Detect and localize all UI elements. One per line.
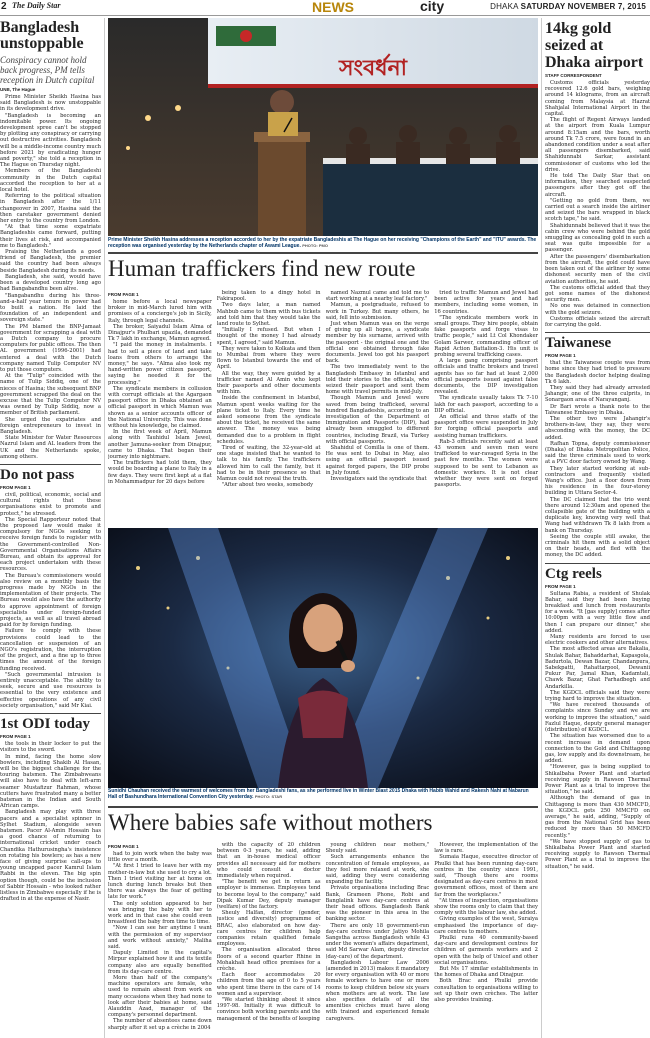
paragraph: "The syndicate members work in small groups. They hire people, obtain fake passports and forge visas to traffic people," said Lt Col Khondaker Golam Sarwer, commanding officer of Rapid Action Battalion-3. His unit is probing several trafficking cases. (434, 314, 538, 359)
paragraph: The traffickers had told them, they would be boarding a plane to Italy in a few days. They were first kept at a flat in Mohammadpur for 20 days before (108, 460, 212, 485)
paragraph: "After about two weeks, somebody (221, 482, 314, 489)
paragraph: At the "Tulip" coincided with the name of Tulip Siddiq, one of the nieces of Hasina; the subsequent BNP government scrapped the deal on the excuse that the Tulip Computer NV was owned by Tulip Siddiq, now a member of British parliament. (0, 373, 101, 417)
paragraph: A large gang comprising passport officials and traffic brokers and travel agents has so far had at least 2,000 official passports issued against false documents, the DIP investigation revealed. (434, 358, 538, 396)
paragraph: After the passengers' disembarkation from the aircraft, the gold could have been taken out of the airliner by some dishonest security men of the civil aviation authorities, he said. (545, 253, 650, 285)
paragraph: Customs officials seized the aircraft for carrying the gold. (545, 315, 650, 328)
paragraph: "At that time some expatriate Bangladeshis came forward, putting their lives at risk, and accompanied me to Bangladesh." (0, 224, 101, 249)
paragraph: home before a local newspaper broker in mid-March lured him with promises of a concierge's job in Sicily, Italy, through legal channels. (108, 299, 212, 324)
paragraph: State Minister for Water Resources Nazrul Islam and AL leaders from the UK and the Netherlands spoke, among others. (0, 435, 101, 460)
paragraph: However, the implementation of the law is rare. (434, 842, 538, 855)
paragraph: Bangladesh may play with three pacers and a specialist spinner in Sylhet Stadium, alongside seven batsmen. Pacer Al-Amin Hossain has a good chance of returning to international cricket under coach Chandika Hathurusingha's insistence on rotating his bowlers; as has a new face of giving surprise call-ups to young uncapped pacer Kamrul Islam Rabbi in the eleven. The big spin option though, could be the inclusion of Sabbir Hossain - who looked rather listless in Zimbabwe especially if he is drafted in at the expense of Nasir. (0, 809, 101, 903)
paragraph: named Nazmul came and told me to start working at a nearby leaf factory." (325, 290, 430, 303)
concert-photo-illustration (108, 528, 538, 788)
paragraph: Inside the confinement in Istanbul, Mamun spent weeks waiting for the plane ticket to Italy. Every time he asked someone from the syndicate about the ticket, he received the same answer. The money was being demanded due to a problem in flight schedules. (216, 395, 321, 445)
jump-label: FROM PAGE 1 (545, 353, 576, 359)
paragraph: Such arrangements enhance the concentration of female employees, as they feel more relaxed at work, she said, adding they were considering expanding the facility. (325, 854, 430, 886)
paragraph: Although the demand of gas in Chittagong is more than 430 MMCFD, the KGDCL gets 250 MMCFD on average," he said, adding, "Supply of gas from the National Grid has been reduced by more than 50 MMCFD recently." (545, 795, 650, 839)
paragraph: Just when Mamun was on the verge of giving up all hopes, a syndicate member by his surname, arrived with the passport - the original one and the official one obtained through fake documents. Jewel too got his passport back. (325, 321, 430, 365)
paragraph: Shahidunnabi believed that it was the cabin crew who were behind the gold smuggling as concealing gold in such a seat was quite impossible for a passenger. (545, 222, 650, 254)
paragraph: Phulki runs 40 community-based day-care and development centres for children of garments workers and 2 open with the help of Unicef and other social organisations. (434, 935, 538, 966)
concert-photo (108, 528, 538, 788)
page-number: 2 (1, 1, 7, 12)
article-body (0, 94, 101, 460)
caption-text: Prime Minister Sheikh Hasina addresses a reception accorded to her by the expatriate Bangladeshis at The Hague on her receiving "Champions of the Earth" and "ITU" awards. The reception was organised yesterday by the Netherlands chapter of Awami League. (108, 237, 537, 249)
paragraph: had to join work when the baby was little over a month. (108, 851, 212, 864)
story-body (108, 290, 538, 526)
jump-label: FROM PAGE 1 (545, 583, 576, 589)
paragraph: An official and three staffs of the passport office were suspended in July for forging official passports and assisting human traffickers. (434, 414, 538, 439)
byline: STAFF CORRESPONDENT (545, 73, 602, 78)
paragraph: They were taken to Kolkata and then to Mumbai from where they were flown to Istanbul towards the end of April. (216, 345, 321, 371)
reception-photo-illustration (108, 18, 538, 236)
paragraph: "Bangabandhu during his three-and-a-half year tenure in power had to built a nation. He laid the foundation of an independent and sovereign state." (0, 292, 101, 324)
dateline (490, 2, 646, 11)
paragraph: Bangladesh Labour Law 2006 (amended in 2013) makes it mandatory for every organisation with 40 or more female workers to have one or more rooms to keep children below six years when mothers are at work. The law also specifies details of all the amenities crèches must have along with trained and experienced female caregivers. (325, 959, 430, 1022)
paragraph: Tired of waiting, the 32-year-old at one stage insisted that he wanted to talk to his family. The traffickers allowed him to call the family, but it had to be in their presence so that Mamun could not reveal the truth. (216, 445, 321, 483)
story-headline[interactable]: Where babies safe without mothers (108, 806, 538, 835)
reception-photo (108, 18, 538, 236)
right-column (541, 18, 650, 1038)
paragraph: with the capacity of 20 children between 0-3 years, he said, adding that an in-house medical officer provides all necessary aid for mothers who could consult a doctor immediately when required. (216, 842, 321, 880)
paragraph: "Such governmental intrusion is entirely unacceptable. The ability to seek, secure and use resources is essential to the very existence and effective operations of any civil society organisation," said Mr Kiai. (0, 671, 101, 709)
paragraph: "Initially I refused. But when I thought of the money I had already spent, I agreed," said Mamun. (216, 327, 321, 346)
article-headline[interactable]: 14kg gold seized at Dhaka airport (545, 20, 644, 71)
jump-label: FROM PAGE 1 (108, 292, 139, 297)
paragraph: Dapuly Limited in the capital's Mirpur explained how it and its textile company also are equally benefited from its day-care centre. (108, 950, 212, 975)
paragraph: civil, political, economic, social and cultural rights that these organisations exist to promote and protect," he stressed. (0, 491, 101, 517)
paragraph: Failure to comply with these provisions could lead to the cancellation or suspension of an NGO's registration, the interruption of the project, and a fine up to three times the amount of the foreign funding received. (0, 628, 101, 672)
paragraph: Members of the Bangladeshi community in the Dutch capital accorded the reception to her at a local hotel. (0, 168, 101, 194)
paragraph: that the Taiwanese couple was from home since they had tried to pressure the Bangladesh doctor helping dealing Tk 6 lakh. (545, 360, 650, 385)
story-body (108, 842, 538, 1038)
paragraph: Dr Bari wrote a thank note to the Taiwanese Embassy in Dhaka. (545, 403, 650, 416)
story-column (217, 290, 321, 526)
paragraph: The PM blamed the BNP-Jamaat government for scrapping a deal with a Dutch company to procure computers for public offices. The then AL government (1996-2001) had entered a deal with the Dutch company named Tulip Computer NV to put those computers. (0, 323, 101, 373)
paragraph: Mamun, a postgraduate, refused to work in Turkey. But many others, he said, fell into submission. (325, 302, 430, 321)
paragraph: Giving examples of the west, Suraiya emphasised the importance of day-care centres to mothers. (434, 916, 538, 935)
paragraph: "We started thinking about it since 1997-98. Initially it was difficult to convince both working parents and the management of the benefits of keeping (216, 997, 321, 1022)
banner-text: সংবর্ধনা (338, 56, 408, 81)
jump-label: FROM PAGE 1 (108, 844, 139, 849)
paragraph: "We have stopped supply of gas to Shikalbaha Power Plant and started receiving supply to Rawson Thermal Power Plant as a trial to improve the situation," he said. (545, 838, 650, 870)
dateline-city: DHAKA (490, 2, 519, 11)
paragraph: Each floor accommodates 20 children from the age of 0 to 5 years who spent time there in the care of 14 women and a supervisor. (216, 972, 321, 997)
jump-headline[interactable]: 1st ODI today (0, 713, 101, 732)
paragraph: The KGDCL officials said they were trying hard to improve the situation. (545, 689, 650, 703)
section-label: NEWS (312, 0, 354, 15)
page-header (0, 0, 650, 16)
paragraph: the tools in their locker to put the visitors to the sword. (0, 741, 101, 754)
paragraph: No one was detained in connection with the gold seizure. (545, 303, 650, 316)
article-body (545, 80, 650, 328)
paragraph: They later started working at sub-contractors and frequently visited Wang's office. Just a floor down from his residence in the four-storey building in Uttara Sector-4. (545, 465, 650, 497)
paragraph: Sultana Rabia, a resident of Shulak Bahar, said they had been buying breakfast and lunch from restaurants for a week. "It [gas supply] comes after 10:00pm with a very little flow and then I can prepare our dinner," she added. (545, 590, 650, 634)
jump-headline[interactable]: Do not pass (0, 464, 101, 483)
paragraph: The Special Rapporteur noted that the proposed law would make it compulsory for NGOs seeking to receive foreign funds to register with the Government-controlled Non-Governmental Organisations Affairs Bureau, and obtain its approval for each project undertaken with these resources. (0, 516, 101, 573)
paragraph: The two immediately went to the Bangladesh Embassy in Istanbul and told their stories to the officials, who seized their passport and sent them home with travel permits in mid-July. (325, 364, 430, 396)
paragraph: Prime Minister Sheikh Hasina has said Bangladesh is now unstoppable in its development drive. (0, 94, 101, 113)
story-column (108, 842, 212, 1038)
paragraph: Rab-3 officials recently said at least 43 women and seven men were trafficked to war-ravaged Syria in the past few months. The women were supposed to be sent to Lebanon as domestic workers. It is not clear whether they were sent on forged passports. (434, 438, 538, 489)
paragraph: The organisation allocated three floors of a second quarter Rhine in Mohakhali head office premises for a crèche. (216, 947, 321, 973)
paragraph: young children near mothers," Sheuly said. (325, 842, 430, 855)
jump-body (0, 741, 101, 902)
paragraph: "Now I can see her anytime I want with the permission of my supervisor and work without anxiety," Maliha said. (108, 925, 212, 951)
paragraph: She urged the expatriates and foreign entrepreneurs to invest in Bangladesh. (0, 416, 101, 435)
paragraph: "Bangladesh is becoming an indomitable power. Its ongoing development spree can't be stopped by plotting any conspiracy or carrying out destructive activities. Bangladesh will be a middle-income country much before 2021 by eradicating hunger and poverty," she told a reception in The Hague on Thursday night. (0, 112, 101, 169)
byline: UNB, The Hague (0, 87, 36, 92)
jump-body (545, 360, 650, 559)
jump-headline[interactable]: Ctg reels (545, 563, 650, 582)
story-headline[interactable]: Human traffickers find new route (108, 252, 538, 281)
paragraph: Though Mamun and Jewel were saved from being trafficked, several hundred Bangladeshis, according to an investigation of the Department of Immigration and Passports (DIP), had already been smuggled to different countries, including Brazil, via Turkey with official passports. (325, 395, 430, 445)
paragraph: Private organisations including Brac Bank, Grameen Phone, Robi and Banglalink have day-care centres at their head offices. Bangladesh Bank was the pioneer in this area in the banking sector. (325, 885, 430, 923)
story-column (326, 842, 430, 1038)
paragraph: The situation has worsened due to a recent increase in demand upon connection to the Gold and Chittagong gas, low supply and its downstream, he added. (545, 733, 650, 765)
paragraph: In mind, facing the home slow bowlers, including Shakib Al Hasan, will be the biggest challenge for the touring batsmen. The Zimbabweans will also have to deal with left-arm seamer Mustafizur Rahman, whose cutters have frustrated many a better batsman in the Indian and South African camps. (0, 753, 101, 810)
left-column (0, 18, 105, 1038)
paragraph: Bangladesh, she said, would have been a developed country long ago had Bangabandhu been alive. (0, 273, 101, 293)
paragraph: All the way, they were guided by a trafficker named Al Amin who kept their passports and other documents with him. (216, 370, 321, 396)
paragraph: The DC claimed that the trio went there around 12:30am and opened the collapsible gate of the building with a duplicate key, knowing very well that Wang had withdrawn Tk 8 lakh from a bank on Thursday. (545, 496, 650, 534)
paragraph: The customs official added that they got some names of the dishonest security men. (545, 284, 650, 304)
photo-caption (108, 788, 538, 800)
paragraph: The broker, Saiyadul Islam Alma of Dinajpur's Phulbari upazila, demanded Tk 7 lakh in exchange, Mamun agreed. (108, 323, 212, 343)
paragraph: "I paid the money in instalments. I had to sell a piece of land and take loans from others to arrange the money," he says. "Alma also took my hand-written power citizen passport, saying he needed it for the processing." (108, 342, 212, 386)
story-column (326, 290, 430, 526)
paragraph: Sumaia Haque, executive director of Phulki that has been running day-care centres in the country since 1991, said, "Though there are rooms designated as day-care centres in most government offices, most of them are far from the workplaces." (434, 854, 538, 898)
paragraph: Seeing the couple still awake, the criminals hit them with a solid object on their heads, and fled with the money, the DC added. (545, 533, 650, 559)
article-headline[interactable]: Bangladesh unstoppable (0, 19, 84, 52)
paragraph: More than half of the company's machine operators are female, who used to remain absent from work on many occasions when they had none to look after their babies at home, said Alauddin Azad, manager of the company's personnel department. (108, 975, 212, 1019)
paragraph: In the first week of April, Mamun along with Tauhidul Islam Jewel, another Jamuna-seeker from Dinajpur, came to Dhaka. That began their journey into nightmare. (108, 429, 212, 461)
masthead: The Daily Star (12, 1, 61, 10)
paragraph: "At times of inspection, organisations show the rooms only to claim that they comply with the labour law, she added. (434, 897, 538, 917)
story-column (434, 290, 538, 526)
subsection-label: city (420, 0, 445, 14)
story-column (108, 290, 212, 526)
paragraph: Rafhan Topna, deputy commissioner (Dhaka) of Dhaka Metropolitan Police, said the three criminals used to work at a PVC door factory owned by Wang. (545, 440, 650, 466)
paragraph: The only solution appeared to her was bringing the baby with her to work and in that case she could even breastfeed the baby from time to time. (108, 900, 212, 926)
jump-body (0, 492, 101, 709)
photo-caption (108, 237, 538, 249)
photo-credit: PHOTO: PMO (302, 243, 328, 248)
paragraph: "However, gas is being supplied to Shikalbaha Power Plant and started receiving supply in Rawson Thermal Power Plant as a trial to improve the situation," he said. (545, 764, 650, 796)
caption-text: Sunidhi Chauhan received the warmest of welcomes from her Bangladeshi fans, as she performed live in Winter Blast 2015 Dhaka with Habib Wahid and Rakesh Nahi at Nabarun Hall of Bashundhara International Convention City yesterday. (108, 788, 529, 800)
paragraph: The number of absentees came down sharply after it set up a crèche in 2004 (108, 1018, 212, 1031)
photo-credit: PHOTO: STAR (254, 794, 283, 799)
paragraph: But Ms 17 similar establishments in the homes of Dhaka and Dinajpur. (434, 966, 538, 979)
paragraph: Customs officials yesterday recovered 12.6 gold bars, weighing around 14 kilograms, from an aircraft coming from Malaysia at Hazrat Shahjalal International Airport in the capital. (545, 80, 650, 118)
paragraph: They said they had already arrested Jahangir, one of the three culprits, in Sonargaon area of Narayanganj. (545, 384, 650, 404)
paragraph: The Bureau's commissioners would also review on a monthly basis the progress made by NGOs in the implementation of their projects. The Bureau would also have the authority to approve appointment of foreign specialists under foreign-funded projects, as well as all travel abroad paid for by foreign funding. (0, 572, 101, 629)
paragraph: He told The Daily Star that on information, they searched suspected passengers after they got off the aircraft. (545, 173, 650, 198)
story-column (217, 842, 321, 1038)
paragraph: being taken to a dingy hotel in Fakirapool. (216, 290, 321, 303)
paragraph: Sheuly Halfan, director (gender, justice and diversity) programme of BRAC, also elaborated on how day-care centres for children help companies retain qualified female employees. (216, 910, 321, 948)
paragraph: The flight of Regent Airways landed at the airport from Kuala Lumpur around 8:15am and the bars, worth around Tk 7.5 crore, were found in an abandoned condition under a seat after all passengers disembarked, said Shahidunnabi Sarkar, assistant commissioner of customs who led the drive. (545, 117, 650, 173)
paragraph: The syndicate members in collusion with corrupt officials at the Agargaon passport office in Dhaka obtained an official passport in which Mamun was shown as a senior accounts officer of the National University. This was done without his knowledge, he claimed. (108, 385, 212, 430)
paragraph: "The benefit we get in return as employer is immense. Employees tend to become loyal to the company," said Dipak Kumar Dey, deputy manager (welfare) of the factory. (216, 879, 321, 911)
article-deck: Conspiracy cannot hold back progress, PM tells reception in Dutch capital (0, 55, 95, 85)
paragraph: Shahidul of Comilla is one of them. He was sent to Dubai in May, also using an official passport issued against forged papers, the DIP probe in July found. (325, 445, 430, 476)
jump-body (545, 591, 650, 870)
paragraph: Praising the Netherlands a good friend of Bangladesh, the premier said the country had been always beside Bangladesh during its needs. (0, 249, 101, 274)
paragraph: Investigators said the syndicate that (330, 476, 427, 483)
paragraph: Referring to the political situation in Bangladesh after the 1/11 changeover in 2007, Hasina said the then caretaker government denied her entry to the country from London. (0, 193, 101, 225)
paragraph: tried to traffic Mamun and Jewel had been active for years and had members, including some women, in 16 countries. (434, 290, 538, 315)
paragraph: "At first I tried to leave her with my mother-in-law but she used to cry a lot. Then I tried visiting her at home on lunch during lunch breaks but then there was always the fear of getting late for work." (108, 863, 212, 901)
paragraph: Two days later, a man named Mahbub came to them with bus tickets and told him that they would take the land route to Sylhet. (216, 302, 321, 328)
paragraph: The most affected areas are Bakalia, Shulak Bahar, Bahaddarhat, Kapasgola, Badurtola, Dewan Bazar, Chandanpura, Sabekpatti, Rahattarpool, Dewanii Pukur Par, Jamal Khan, Kadamtali, Chawk Bazar, Ghat Farhadbegh and Andarkilla. (545, 646, 650, 690)
paragraph: Many residents are forced to use electric cookers and other alternatives. (545, 634, 650, 647)
paragraph: There are only 18 government-run day-care centres under Jatiyo Mohila Sangstha across Bangladesh while 43 under the women's affairs department, said Md Sarwar Alam, deputy director (day-care) of the department. (325, 922, 430, 960)
paragraph: The syndicate usually takes Tk 7-10 lakh for each passport, according to a DIP official. (434, 395, 538, 414)
dateline-date: SATURDAY NOVEMBER 7, 2015 (520, 2, 646, 11)
jump-label: FROM PAGE 1 (0, 484, 31, 490)
paragraph: "We have received thousands of complaints since Sunday and we are working to improve the situation," said Fazlul Haque, deputy general manager (distribution) of KGDCL. (545, 702, 650, 734)
paragraph: Both Brac and Phulki provide consultation to organisations willing to set up their own crèches. The latter also provides training. (434, 978, 538, 1004)
story-column (434, 842, 538, 1038)
jump-label: FROM PAGE 1 (0, 734, 31, 740)
paragraph: "Getting no gold from them, we carried out a search inside the airliner and seized the bars wrapped in black scotch tape," he said. (545, 197, 650, 223)
paragraph: The other two were Jahangir's brothers-in-law, they say, they were absconding with the money, the DC added. (545, 415, 650, 441)
jump-headline[interactable]: Taiwanese (545, 332, 650, 351)
